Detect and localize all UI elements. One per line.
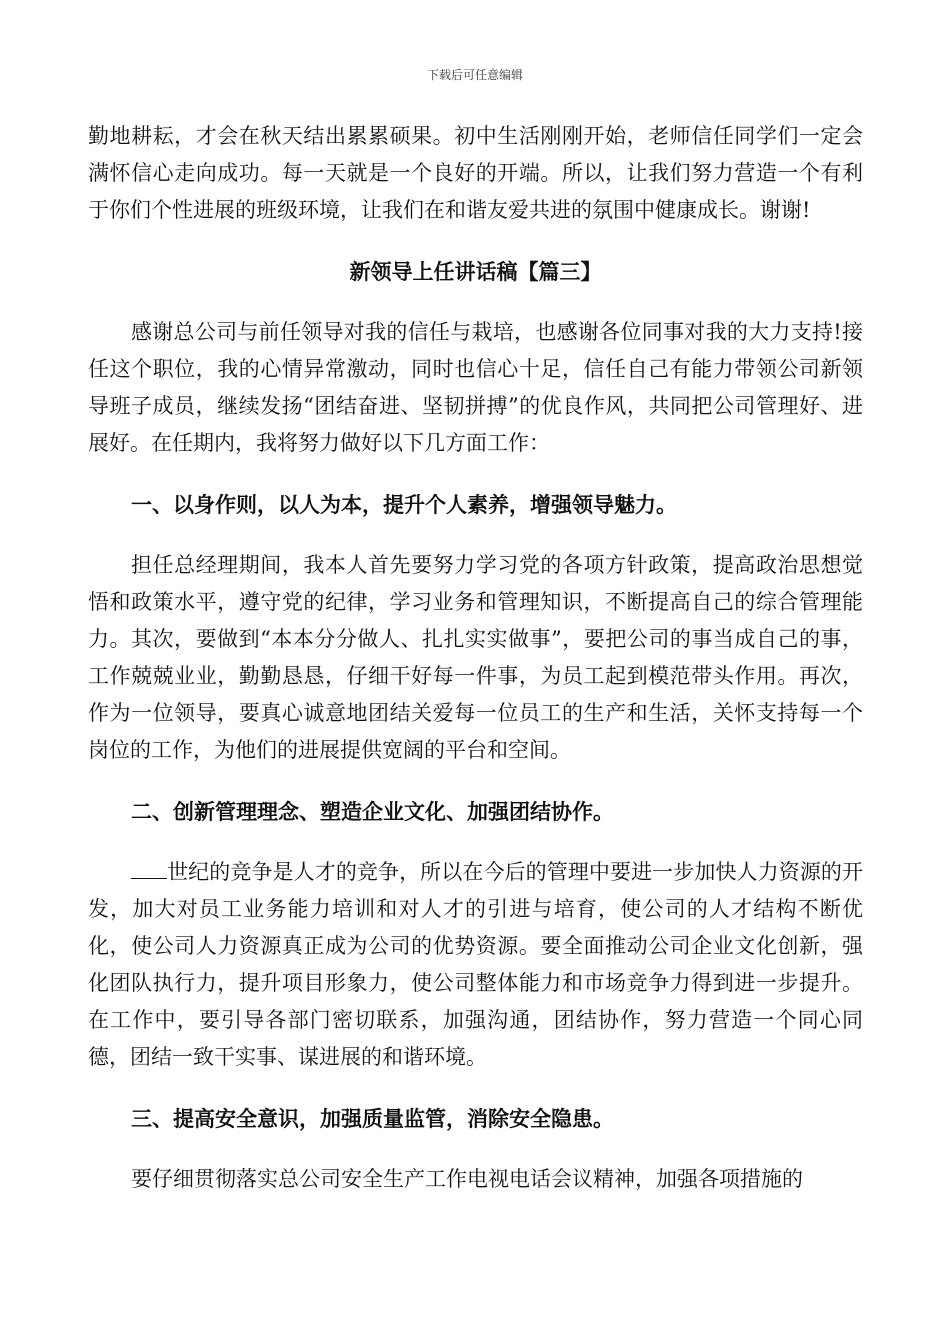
intro-paragraph: 勤地耕耘，才会在秋天结出累累硕果。初中生活刚刚开始，老师信任同学们一定会满怀信心走向成功。每一天就是一个良好的开端。所以，让我们努力营造一个有利于你们个性进展的班级环境，让我们在和谐友爱共进的氛围中健康成长。谢谢!	[88, 124, 863, 222]
spacer	[88, 1137, 863, 1161]
point-2-heading: 二、创新管理理念、塑造企业文化、加强团结协作。	[131, 799, 614, 824]
spacer	[88, 462, 863, 486]
point-2-body: 世纪的竞争是人才的竞争，所以在今后的管理中要进一步加快人力资源的开发，加大对员工业务能力培训和对人才的引进与培育，使公司的人才结构不断优化，使公司人力资源真正成为公司的优势资源。要全面推动公司企业文化创新，强化团队执行力，提升项目形象力，使公司整体能力和市场竞争力得到进一步提升。在工作中，要引导各部门密切联系，加强沟通，团结协作，努力营造一个同心同德，团结一致干实事、谋进展的和谐环境。	[88, 860, 863, 1069]
section-title: 新领导上任讲话稿【篇三】	[349, 259, 602, 284]
spacer	[88, 290, 863, 314]
spacer	[88, 769, 863, 793]
point-3-body: 要仔细贯彻落实总公司安全生产工作电视电话会议精神，加强各项措施的	[131, 1167, 803, 1191]
fill-in-blank	[131, 860, 167, 879]
point-1-heading: 一、以身作则，以人为本，提升个人素养，增强领导魅力。	[131, 492, 677, 517]
document-body	[88, 118, 863, 1198]
page-header-note: 下载后可任意编辑	[426, 68, 523, 82]
spacer	[88, 229, 863, 253]
opening-paragraph: 感谢总公司与前任领导对我的信任与栽培，也感谢各位同事对我的大力支持!接任这个职位，我的心情异常激动，同时也信心十足，信任自己有能力带领公司新领导班子成员，继续发扬“团结奋进、坚韧拼搏”的优良作风，共同把公司管理好、进展好。在任期内，我将努力做好以下几方面工作：	[88, 320, 863, 455]
point-1-body: 担任总经理期间，我本人首先要努力学习党的各项方针政策，提高政治思想觉悟和政策水平，遵守党的纪律，学习业务和管理知识，不断提高自己的综合管理能力。其次，要做到“本本分分做人、扎扎实实做事”，要把公司的事当成自己的事，工作兢兢业业，勤勤恳恳，仔细干好每一件事，为员工起到模范带头作用。再次，作为一位领导，要真心诚意地团结关爱每一位员工的生产和生活，关怀支持每一个岗位的工作，为他们的进展提供宽阔的平台和空间。	[88, 553, 863, 762]
spacer	[88, 523, 863, 547]
spacer	[88, 830, 863, 854]
point-2-paragraph	[88, 854, 863, 1076]
spacer	[88, 1076, 863, 1100]
point-3-heading: 三、提高安全意识，加强质量监管，消除安全隐患。	[131, 1106, 614, 1131]
